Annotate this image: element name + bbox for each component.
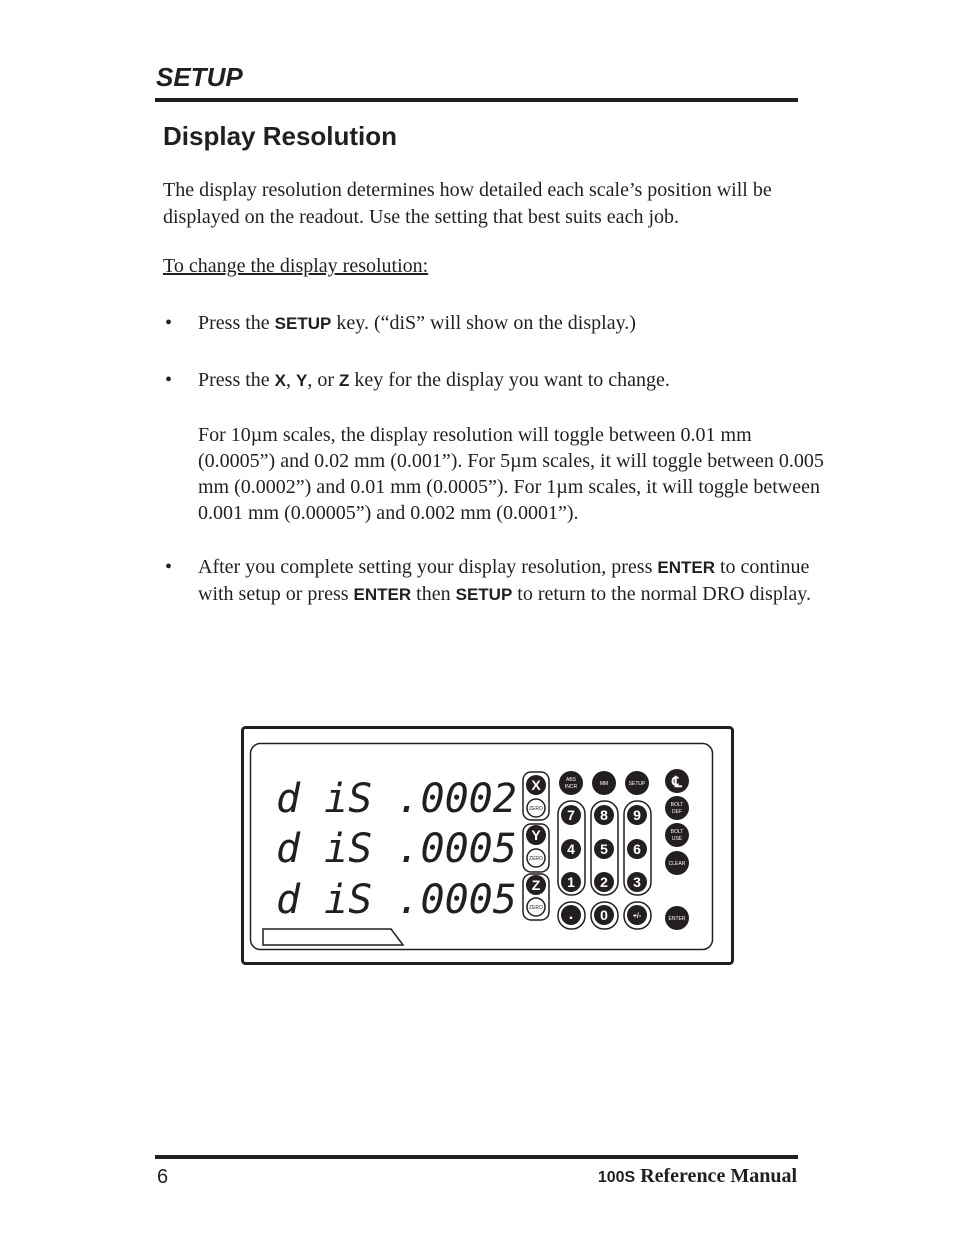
plus-minus-button[interactable] <box>627 905 647 925</box>
bullet-marker: • <box>165 556 173 578</box>
key-name: SETUP <box>455 585 513 604</box>
bullet-marker: • <box>165 312 173 334</box>
key-label: 6 <box>633 841 641 857</box>
bullet-marker: • <box>165 369 173 391</box>
key-label: CLEAR <box>668 861 686 867</box>
axis-label: Z <box>531 877 541 893</box>
mm-button[interactable] <box>592 771 616 795</box>
key-label: 3 <box>633 874 641 890</box>
x-axis-readout: d iS .0002 <box>276 776 517 822</box>
step-3 <box>198 554 833 608</box>
key-label: 4 <box>567 841 575 857</box>
key-label: MM <box>599 781 609 787</box>
step-1 <box>198 310 833 337</box>
step-text: key. (“diS” will show on the display.) <box>331 312 636 334</box>
y-zero-button[interactable] <box>527 849 545 867</box>
key-name: ENTER <box>657 558 715 577</box>
key-label: 0 <box>600 907 608 923</box>
z-axis-readout: d iS .0005 <box>276 877 517 923</box>
key-label: 8 <box>600 807 608 823</box>
bolt-def-button[interactable] <box>665 796 689 820</box>
step-text: then <box>411 583 456 605</box>
axis-label: X <box>531 777 541 793</box>
abs-incr-button[interactable] <box>559 771 583 795</box>
z-axis-button[interactable] <box>526 875 546 895</box>
key-5-button[interactable] <box>594 839 614 859</box>
page-number: 6 <box>157 1166 169 1188</box>
intro-paragraph: The display resolution determines how detailed each scale’s position will be displayed on the readout. Use the setting that best suits each job. <box>163 179 772 228</box>
z-zero-button[interactable] <box>527 898 545 916</box>
step-text: After you complete setting your display resolution, press <box>198 556 658 578</box>
enter-button[interactable] <box>665 906 689 930</box>
key-8-button[interactable] <box>594 805 614 825</box>
setup-button[interactable] <box>625 771 649 795</box>
procedure-title: To change the display resolution: <box>163 255 429 277</box>
step-text: to return to the normal DRO display. <box>512 583 811 605</box>
key-name: ENTER <box>353 585 412 604</box>
page-heading: Display Resolution <box>163 121 398 151</box>
key-6-button[interactable] <box>627 839 647 859</box>
y-axis-readout: d iS .0005 <box>276 826 517 872</box>
step-text: , <box>286 369 297 391</box>
y-axis-button[interactable] <box>526 825 546 845</box>
key-2-button[interactable] <box>594 872 614 892</box>
key-label: BOLT <box>670 829 684 835</box>
key-label: 2 <box>600 874 608 890</box>
zero-label: ZERO <box>529 905 543 911</box>
key-label: 5 <box>600 841 608 857</box>
zero-label: ZERO <box>529 856 543 862</box>
decimal-point-button[interactable] <box>561 905 581 925</box>
dro-illustration <box>241 726 735 966</box>
key-name: Y <box>296 371 308 390</box>
zero-label: ZERO <box>529 806 543 812</box>
centerline-button[interactable] <box>665 769 689 793</box>
key-0-button[interactable] <box>594 905 614 925</box>
key-name: Z <box>339 371 350 390</box>
key-name: SETUP <box>274 314 332 333</box>
key-1-button[interactable] <box>561 872 581 892</box>
key-label: USE <box>671 836 683 842</box>
step-text: Press the <box>198 369 275 391</box>
key-4-button[interactable] <box>561 839 581 859</box>
key-label: +/- <box>632 913 642 920</box>
model-name: 100S <box>597 1169 636 1186</box>
key-label: SETUP <box>628 781 646 787</box>
key-label: ENTER <box>668 916 686 922</box>
step-text: to continue with setup or press <box>198 556 810 605</box>
key-label: 9 <box>633 807 641 823</box>
key-7-button[interactable] <box>561 805 581 825</box>
key-label: 7 <box>567 807 575 823</box>
key-label: DEF <box>672 809 682 815</box>
axis-label: Y <box>531 827 541 843</box>
step-text: Press the <box>198 312 275 334</box>
key-3-button[interactable] <box>627 872 647 892</box>
step-text: key for the display you want to change. <box>349 369 670 391</box>
key-name: X <box>274 371 287 390</box>
step-2 <box>198 367 833 394</box>
step-text: , or <box>307 369 340 391</box>
bolt-use-button[interactable] <box>665 823 689 847</box>
key-label: ABS <box>565 777 577 783</box>
x-zero-button[interactable] <box>527 799 545 817</box>
key-label: BOLT <box>670 802 684 808</box>
key-label: . <box>568 906 574 923</box>
key-label: ℄ <box>672 774 682 791</box>
clear-button[interactable] <box>665 851 689 875</box>
key-label: INCR <box>564 784 578 790</box>
manual-title: Reference Manual <box>635 1165 797 1187</box>
key-9-button[interactable] <box>627 805 647 825</box>
footer-rule <box>155 1155 798 1159</box>
header-rule <box>155 98 798 102</box>
key-label: 1 <box>567 874 575 890</box>
x-axis-button[interactable] <box>526 775 546 795</box>
footer-title <box>598 1165 797 1188</box>
section-title: SETUP <box>156 62 243 92</box>
resolution-note: For 10µm scales, the display resolution will toggle between 0.01 mm (0.0005”) and 0.02 mm (0.001”). For 5µm scales, it will toggle between 0.005 mm (0.0002”) and 0.01 mm (0.0005”). For 1µm scales, it will toggle between 0.001 mm (0.00005”) and 0.002 mm (0.0001”). <box>198 424 824 524</box>
